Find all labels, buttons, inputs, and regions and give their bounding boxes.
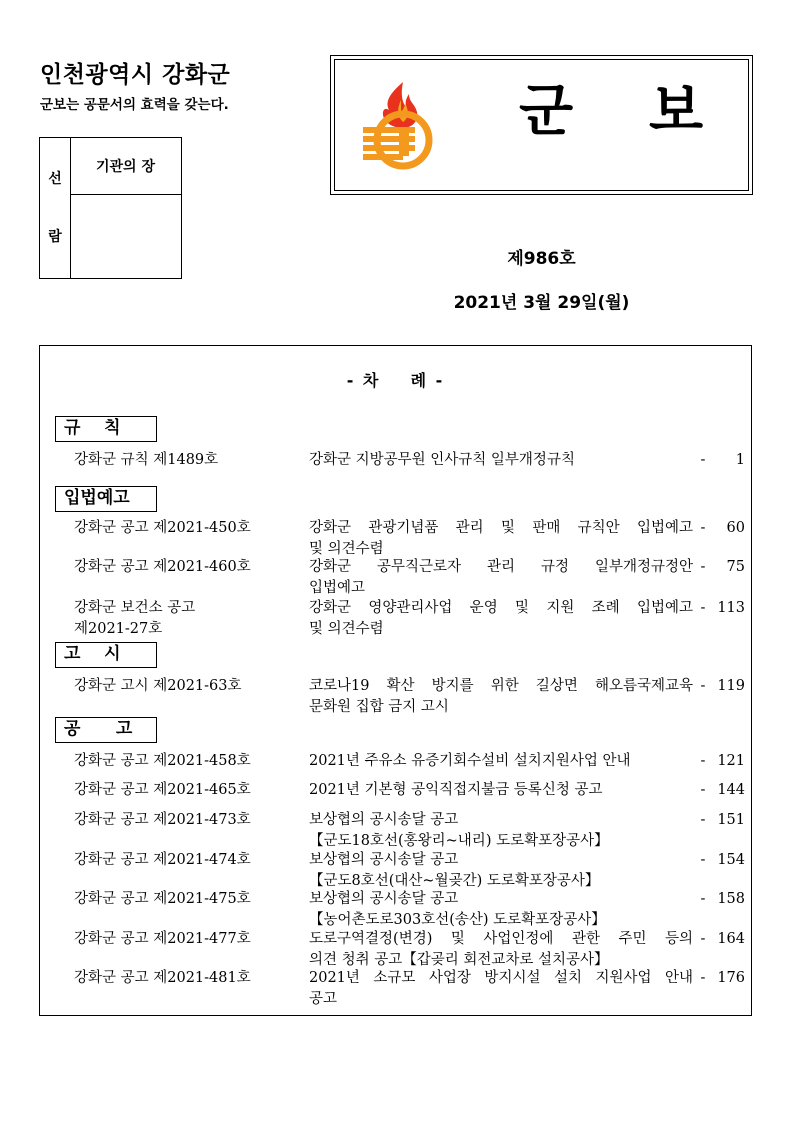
entry-title	[309, 518, 693, 560]
org-title: 인천광역시 강화군	[40, 62, 231, 88]
entry-leader: -	[700, 812, 706, 828]
table-of-contents	[39, 345, 752, 1016]
entry-title	[309, 810, 693, 852]
entry-title-line-1: 보상협의 공시송달 공고	[309, 852, 459, 868]
entry-title-line-2: 의견 청취 공고【갑곶리 회전교차로 설치공사】	[309, 952, 609, 968]
entry-source: 강화군 공고 제2021-465호	[74, 782, 251, 798]
entry-source	[74, 598, 304, 640]
entry-title: 2021년 기본형 공익직접지불금 등록신청 공고	[309, 782, 603, 798]
entry-title-line-1: 2021년 소규모 사업장 방지시설 설치 지원사업 안내	[309, 970, 693, 986]
entry-page: 60	[726, 520, 745, 536]
banner-char-1: 군	[519, 79, 574, 144]
circulation-label-column	[40, 138, 71, 278]
entry-page: 154	[717, 852, 745, 868]
circulation-box	[39, 137, 182, 279]
toc-title: - 차 례 -	[346, 371, 445, 390]
entry-title: 강화군 지방공무원 인사규칙 일부개정규칙	[309, 452, 575, 468]
entry-title-line-2: 공고	[309, 991, 338, 1007]
circulation-label-2: 람	[48, 229, 62, 245]
section-legislative-notice-label: 입법예고	[55, 486, 157, 512]
entry-leader: -	[700, 931, 706, 947]
entry-title-line-1: 강화군 공무직근로자 관리 규정 일부개정규정안	[309, 559, 693, 575]
entry-page: 144	[717, 782, 745, 798]
entry-title-line-1: 강화군 영양관리사업 운영 및 지원 조례 입법예고	[309, 600, 693, 616]
entry-title-line-2: 및 의견수렴	[309, 621, 384, 637]
entry-source: 강화군 고시 제2021-63호	[74, 678, 242, 694]
section-rules-label: 규 칙	[55, 416, 157, 442]
entry-title	[309, 598, 693, 640]
entry-source: 강화군 공고 제2021-460호	[74, 559, 251, 575]
entry-title	[309, 676, 693, 718]
entry-source-line-1: 강화군 보건소 공고	[74, 600, 196, 616]
entry-page: 158	[717, 891, 745, 907]
entry-source: 강화군 공고 제2021-481호	[74, 970, 251, 986]
entry-source: 강화군 공고 제2021-473호	[74, 812, 251, 828]
entry-title-line-2: 【군도8호선(대산~월곶간) 도로확포장공사】	[309, 873, 600, 889]
entry-leader: -	[700, 452, 706, 468]
circulation-label-1: 선	[48, 171, 62, 187]
entry-leader: -	[700, 678, 706, 694]
entry-page: 176	[717, 970, 745, 986]
section-announcement-label: 공 고	[55, 717, 157, 743]
entry-title-line-2: 및 의견수렴	[309, 541, 384, 557]
gazette-banner	[330, 55, 753, 195]
entry-page: 75	[726, 559, 745, 575]
entry-title-line-1: 보상협의 공시송달 공고	[309, 812, 459, 828]
entry-leader: -	[700, 753, 706, 769]
entry-title	[309, 968, 693, 1010]
entry-title-line-1: 보상협의 공시송달 공고	[309, 891, 459, 907]
entry-title-line-2: 문화원 집합 금지 고시	[309, 699, 449, 715]
entry-page: 151	[717, 812, 745, 828]
entry-source: 강화군 공고 제2021-475호	[74, 891, 251, 907]
entry-title	[309, 557, 693, 599]
banner-char-2: 보	[649, 79, 704, 144]
entry-title-line-1: 코로나19 확산 방지를 위한 길상면 해오름국제교육	[309, 678, 693, 694]
section-public-notice-label: 고 시	[55, 642, 157, 668]
entry-source-line-2: 제2021-27호	[74, 621, 163, 637]
entry-title-line-2: 【농어촌도로303호선(송산) 도로확포장공사】	[309, 912, 606, 928]
entry-leader: -	[700, 520, 706, 536]
circulation-head-cell	[70, 138, 181, 195]
org-subtitle: 군보는 공문서의 효력을 갖는다.	[40, 97, 229, 113]
entry-title-line-2: 【군도18호선(홍왕리~내리) 도로확포장공사】	[309, 833, 609, 849]
entry-page: 121	[717, 753, 745, 769]
circulation-head-label: 기관의 장	[96, 159, 155, 175]
issue-number: 제986호	[507, 249, 576, 269]
entry-page: 113	[717, 600, 745, 616]
entry-leader: -	[700, 559, 706, 575]
gangwha-emblem-icon	[359, 78, 444, 173]
entry-title-line-1: 도로구역결정(변경) 및 사업인정에 관한 주민 등의	[309, 931, 693, 947]
entry-leader: -	[700, 782, 706, 798]
entry-source: 강화군 공고 제2021-477호	[74, 931, 251, 947]
entry-leader: -	[700, 970, 706, 986]
entry-leader: -	[700, 600, 706, 616]
entry-title	[309, 929, 693, 971]
entry-title-line-2: 입법예고	[309, 580, 366, 596]
entry-page: 164	[717, 931, 745, 947]
entry-leader: -	[700, 891, 706, 907]
entry-title-line-1: 강화군 관광기념품 관리 및 판매 규칙안 입법예고	[309, 520, 693, 536]
entry-page: 1	[735, 452, 745, 468]
entry-source: 강화군 공고 제2021-450호	[74, 520, 251, 536]
entry-source: 강화군 공고 제2021-474호	[74, 852, 251, 868]
entry-source: 강화군 규칙 제1489호	[74, 452, 219, 468]
entry-leader: -	[700, 852, 706, 868]
entry-source: 강화군 공고 제2021-458호	[74, 753, 251, 769]
issue-date: 2021년 3월 29일(월)	[453, 293, 630, 313]
entry-title	[309, 850, 693, 892]
entry-title	[309, 889, 693, 931]
entry-page: 119	[717, 678, 745, 694]
entry-title: 2021년 주유소 유증기회수설비 설치지원사업 안내	[309, 753, 631, 769]
